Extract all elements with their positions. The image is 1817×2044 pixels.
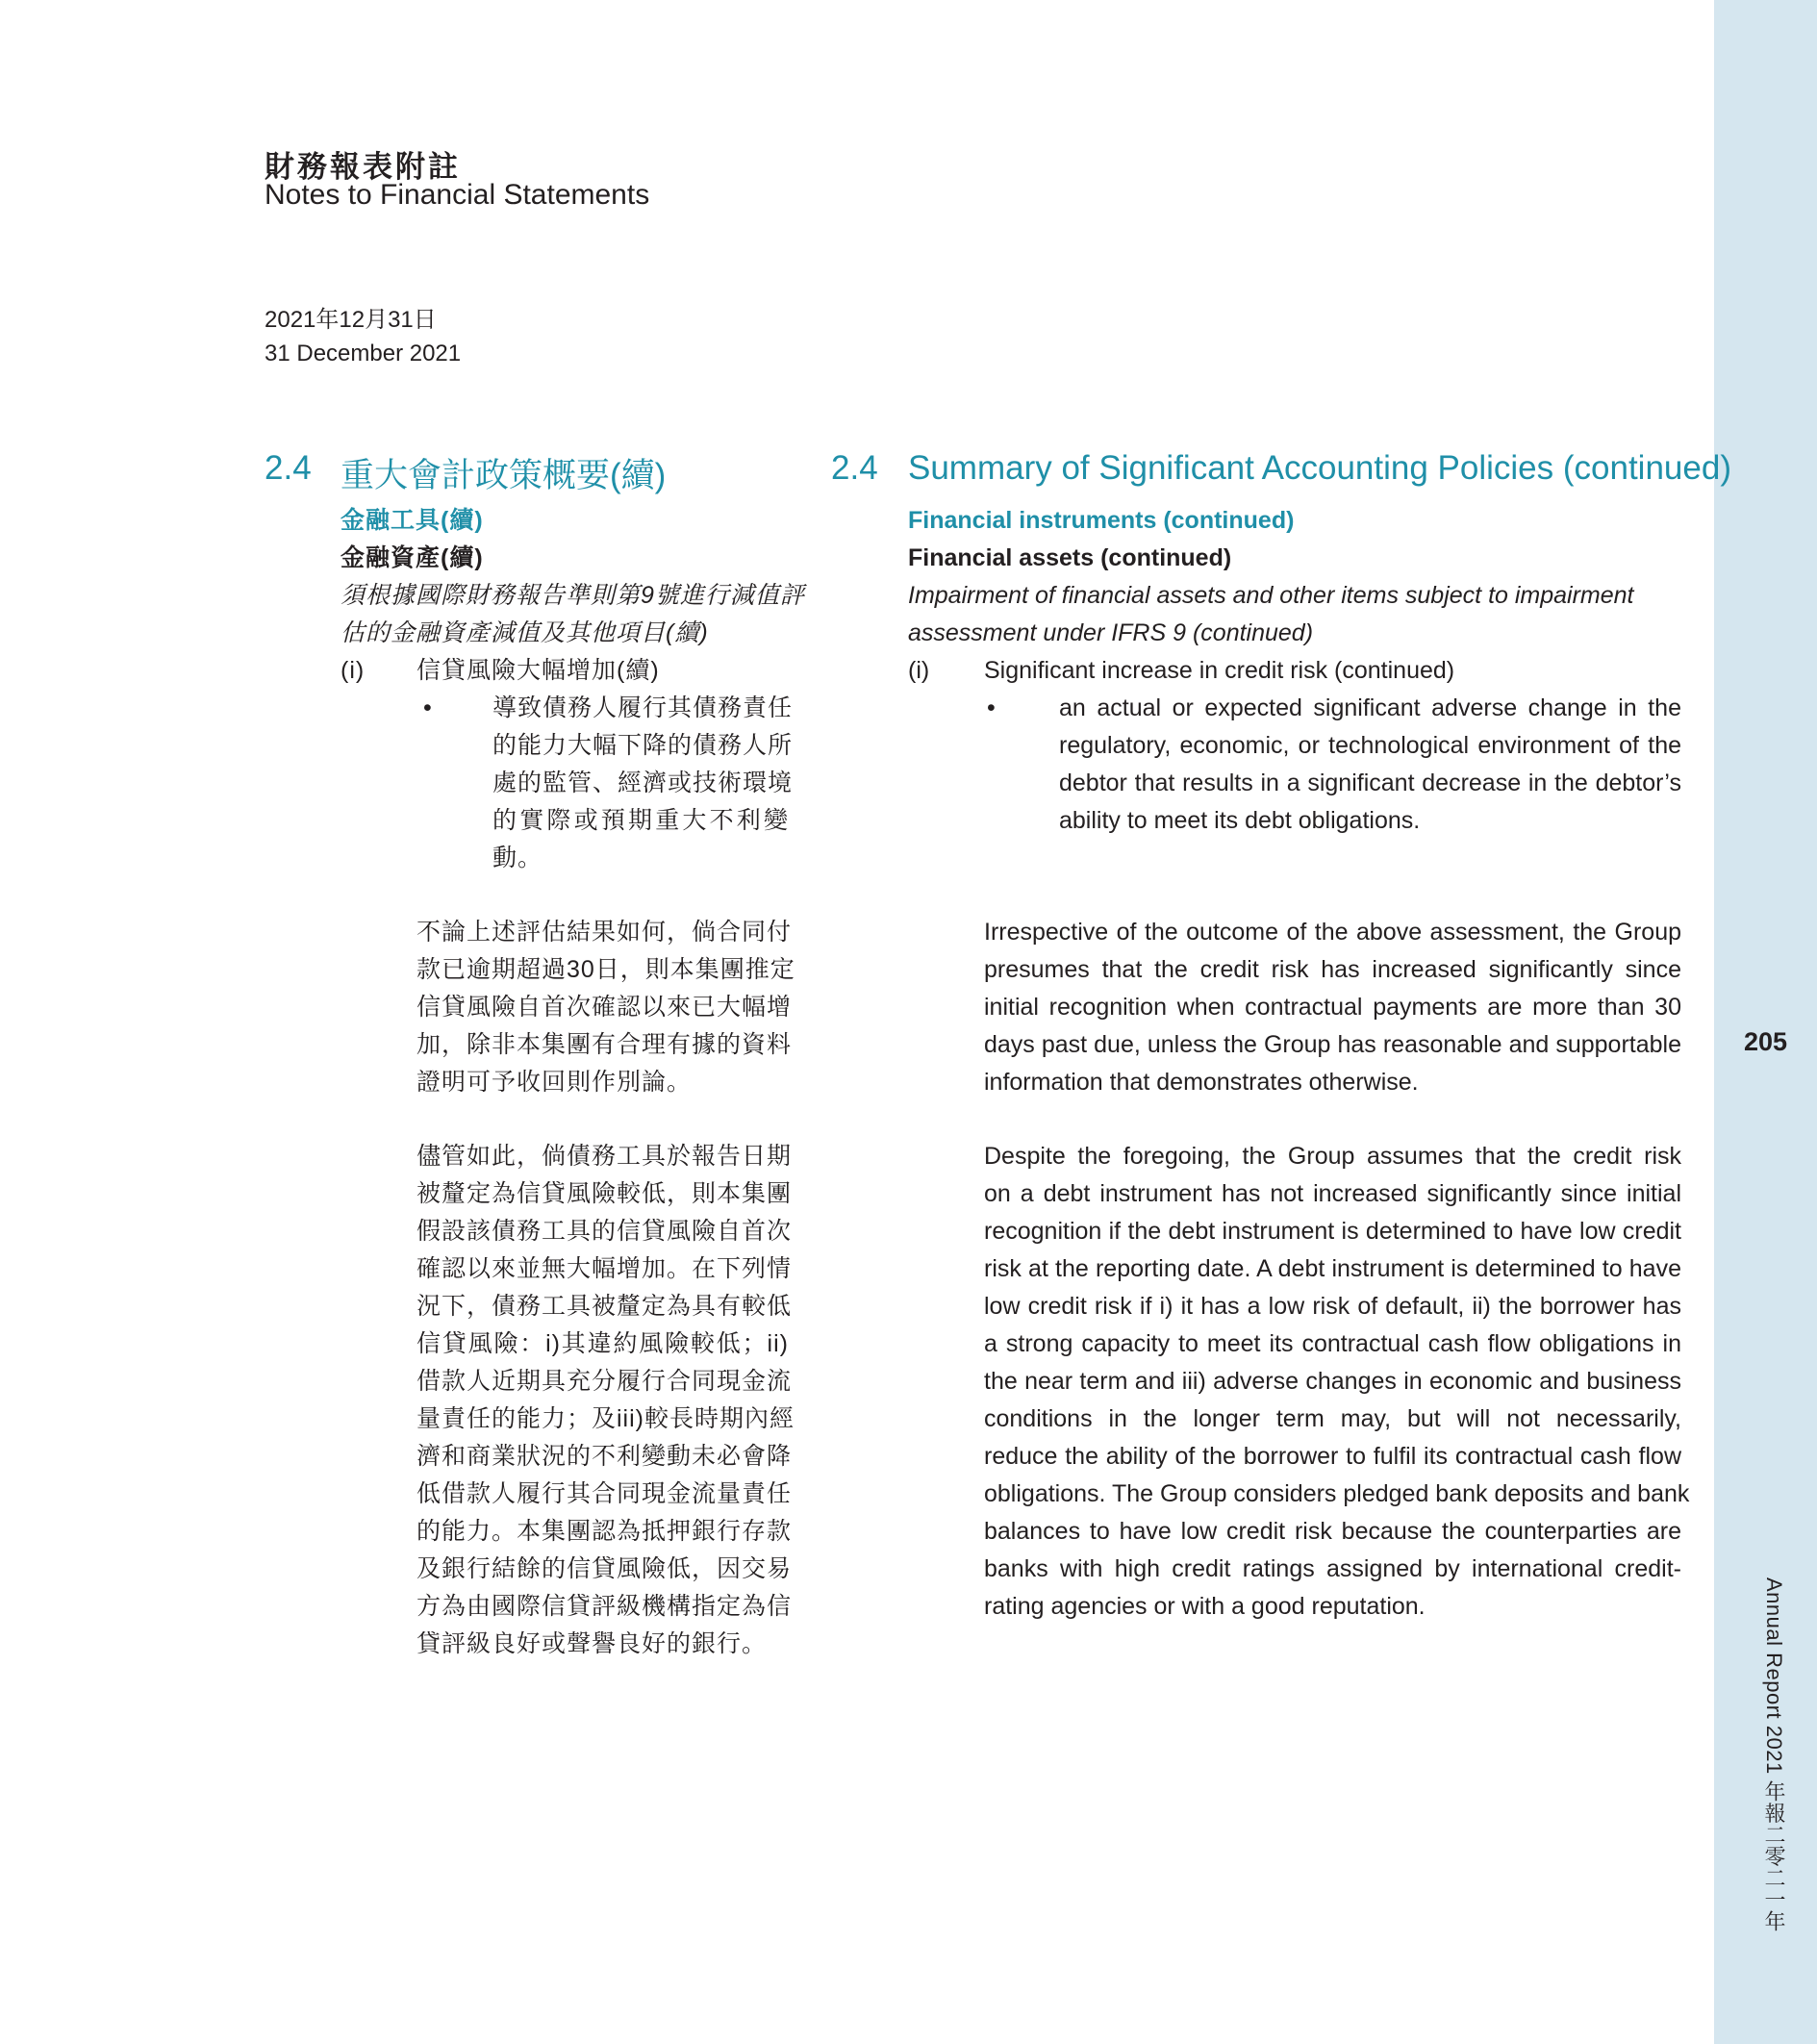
bullet-line: 的能力大幅下降的債務人所 (492, 732, 794, 759)
subheading-financial-assets-zh: 金融資產(續) (341, 544, 484, 571)
bullet-text-zh (492, 690, 794, 877)
subheading-financial-assets-en: Financial assets (continued) (908, 544, 1232, 571)
para-line: balances to have low credit risk because the counterparties are (984, 1518, 1681, 1545)
para-line: 濟和商業狀況的不利變動未必會降 (416, 1443, 793, 1470)
paragraph-1-zh (416, 914, 795, 1101)
para-line: obligations. The Group considers pledged bank deposits and bank (984, 1480, 1690, 1507)
section-title-zh: 重大會計政策概要(續) (341, 457, 667, 494)
bullet-line: regulatory, economic, or technological environment of the (1059, 732, 1681, 759)
bullet-line: 導致債務人履行其債務責任 (492, 694, 794, 721)
para-line: 儘管如此，倘債務工具於報告日期 (416, 1143, 793, 1170)
para-line: 方為由國際信貸評級機構指定為信 (416, 1593, 793, 1620)
para-line: recognition if the debt instrument is determined to have low credit (984, 1218, 1681, 1245)
item-title-en: Significant increase in credit risk (continued) (984, 657, 1455, 684)
para-line: 借款人近期具充分履行合同現金流 (416, 1368, 793, 1395)
bullet-line: ability to meet its debt obligations. (1059, 807, 1421, 834)
page-header-en: Notes to Financial Statements (265, 179, 650, 211)
side-report-label: Annual Report 2021 年報二零二一年 (1762, 1577, 1786, 1932)
subheading-financial-instruments-en: Financial instruments (continued) (908, 507, 1295, 534)
paragraph-2-en (984, 1138, 1690, 1626)
bullet-line: 處的監管、經濟或技術環境 (492, 770, 794, 796)
para-line: 款已逾期超過30日，則本集團推定 (416, 956, 795, 983)
para-line: presumes that the credit risk has increased significantly since (984, 956, 1681, 983)
bullet-zh: • (423, 694, 433, 721)
bullet-line: 動。 (492, 845, 543, 871)
para-line: 假設該債務工具的信貸風險自首次 (416, 1218, 793, 1245)
date-zh: 2021年12月31日 (265, 307, 437, 333)
para-line: information that demonstrates otherwise. (984, 1069, 1419, 1096)
para-line: on a debt instrument has not increased significantly since initial (984, 1180, 1681, 1207)
paragraph-1-en (984, 914, 1681, 1101)
bullet-line: debtor that results in a significant decrease in the debtor’s (1059, 770, 1681, 796)
para-line: 信貸風險：i)其違約風險較低；ii) (416, 1330, 789, 1357)
para-line: days past due, unless the Group has reasonable and supportable (984, 1031, 1681, 1058)
para-line: 確認以來並無大幅增加。在下列情 (416, 1255, 793, 1282)
italic-line: assessment under IFRS 9 (continued) (908, 619, 1314, 646)
para-line: Irrespective of the outcome of the above assessment, the Group (984, 919, 1681, 946)
para-line: the near term and iii) adverse changes in economic and business (984, 1368, 1681, 1395)
page-header-zh: 財務報表附註 (265, 150, 461, 185)
para-line: 貸評級良好或聲譽良好的銀行。 (416, 1630, 768, 1657)
item-label-zh: (i) (341, 657, 366, 684)
para-line: reduce the ability of the borrower to fulfil its contractual cash flow (984, 1443, 1681, 1470)
para-line: 及銀行結餘的信貸風險低，因交易 (416, 1555, 793, 1582)
section-number-zh: 2.4 (265, 449, 312, 487)
item-label-en: (i) (908, 657, 930, 684)
para-line: 低借款人履行其合同現金流量責任 (416, 1480, 793, 1507)
para-line: 證明可予收回則作別論。 (416, 1069, 693, 1096)
date-en: 31 December 2021 (265, 341, 462, 366)
bullet-line: 的實際或預期重大不利變 (492, 807, 789, 834)
para-line: 的能力。本集團認為抵押銀行存款 (416, 1518, 793, 1545)
para-line: low credit risk if i) it has a low risk of default, ii) the borrower has (984, 1293, 1681, 1320)
subheading-financial-instruments-zh: 金融工具(續) (341, 507, 484, 534)
italic-line: 須根據國際財務報告準則第9號進行減值評 (341, 582, 805, 609)
para-line: risk at the reporting date. A debt instrument is determined to have (984, 1255, 1681, 1282)
para-line: initial recognition when contractual payments are more than 30 (984, 994, 1681, 1021)
bullet-en: • (987, 694, 996, 721)
bullet-text-en (1059, 690, 1681, 840)
paragraph-2-zh (416, 1138, 795, 1663)
para-line: rating agencies or with a good reputation. (984, 1593, 1426, 1620)
para-line: 量責任的能力；及iii)較長時期內經 (416, 1405, 795, 1432)
para-line: 被釐定為信貸風險較低，則本集團 (416, 1180, 793, 1207)
section-title-en: Summary of Significant Accounting Policies (continued) (908, 449, 1731, 487)
italic-heading-en (908, 577, 1682, 652)
italic-line: Impairment of financial assets and other items subject to impairment (908, 582, 1634, 609)
para-line: conditions in the longer term may, but will not necessarily, (984, 1405, 1681, 1432)
para-line: 加，除非本集團有合理有據的資料 (416, 1031, 793, 1058)
italic-line: 估的金融資產減值及其他項目(續) (341, 619, 709, 646)
para-line: 信貸風險自首次確認以來已大幅增 (416, 994, 793, 1021)
para-line: a strong capacity to meet its contractual cash flow obligations in (984, 1330, 1681, 1357)
section-number-en: 2.4 (831, 449, 878, 487)
para-line: 不論上述評估結果如何，倘合同付 (416, 919, 793, 946)
para-line: Despite the foregoing, the Group assumes that the credit risk (984, 1143, 1681, 1170)
page-number: 205 (1743, 1027, 1788, 1056)
item-title-zh: 信貸風險大幅增加(續) (416, 657, 660, 684)
bullet-line: an actual or expected significant adverse change in the (1059, 694, 1681, 721)
italic-heading-zh (341, 577, 805, 652)
para-line: banks with high credit ratings assigned by international credit- (984, 1555, 1681, 1582)
para-line: 況下，債務工具被釐定為具有較低 (416, 1293, 793, 1320)
